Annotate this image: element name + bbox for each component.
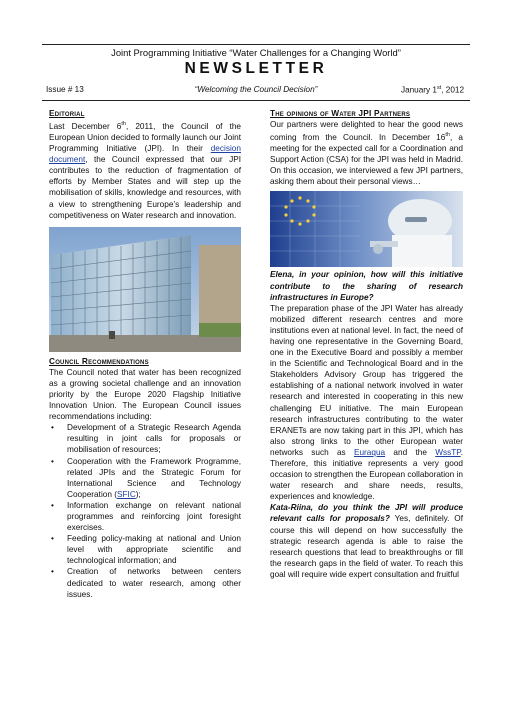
list-item: • Information exchange on relevant national programmes and reinforcing joint foresight exercises. <box>51 500 241 533</box>
opinions-heading: The opinions of Water JPI Partners <box>270 108 411 118</box>
issue-motto: “Welcoming the Council Decision” <box>194 85 318 94</box>
right-column <box>270 108 463 580</box>
wsstp-link[interactable]: WssTP <box>435 447 461 457</box>
kata-riina-interview: Kata-Riina, do you think the JPI will produce relevant calls for proposals? Yes, definitely. Of course this will depend on how successfully the strategic research agenda is able to raise the research questions that lead to breakthroughs or fill the research gaps in the field of water. To reach this goal will require wide expert consultation and fruitful <box>270 503 463 579</box>
euraqua-link[interactable]: Euraqua <box>353 447 386 457</box>
editorial-text: Last December 6th, 2011, the Council of the European Union decided to formally launch our Joint Programming Initiative (JPI). In their decision document, the Council expressed that our JPI contributes to the reduction of fragmentation of efforts by Member States and will step up the mobilisation of skills, knowledge and resources, with a view to strengthening Europe’s leadership and competitiveness on Water research and innovation. <box>49 121 241 220</box>
masthead <box>42 44 470 101</box>
laboratory-photo <box>270 191 463 267</box>
council-intro: The Council noted that water has been recognized as a growing societal challenge and an innovation priority by the Europe 2020 Flagship Initiative Innovation Union. The European Council issues recommendations including: <box>49 367 241 422</box>
recommendations-list <box>49 422 241 600</box>
decision-document-link[interactable]: decision document <box>49 144 241 165</box>
answer-elena: The preparation phase of the JPI Water has already mobilized different research centres and more institutions even at national level. In fact, the need of having one representative in the Governing Board, one in the Executive Board and possibly a member in the Scientific and Technological Board and in the Stakeholders Advisory Group has triggered the establishing of a national network involved in water research and interested in cooperating in this new challenging EU initiative. The main European research infrastructures contributing to the water ERANETs are now taking part in this JPI, which has also strong links to the other European water networks such as Euraqua and the WssTP. Therefore, this initiative represents a very good occasion to strengthen the European collaboration in water research and share needs, results, experiences and knowledge. <box>270 303 463 502</box>
sfic-link[interactable]: SFIC <box>117 489 136 499</box>
question-kata-riina: Kata-Riina, do you think the JPI will produce relevant calls for proposals? <box>270 503 463 524</box>
masthead-subtitle: Joint Programming Initiative “Water Challenges for a Changing World” <box>111 47 401 58</box>
list-item: • Feeding policy-making at national and Union level with appropriate scientific and technological information; and <box>51 534 241 566</box>
list-item: • Creation of networks between centers dedicated to water research, among other issues. <box>51 567 241 599</box>
issue-number: Issue # 13 <box>46 85 84 94</box>
council-building-photo <box>49 227 241 352</box>
question-elena: Elena, in your opinion, how will this initiative contribute to the sharing of research infrastructures in Europe? <box>270 270 463 302</box>
council-recommendations-heading: Council Recommendations <box>49 355 149 366</box>
issue-date: January 1st, 2012 <box>400 85 464 95</box>
opinions-intro: Our partners were delighted to hear the good news coming from the Council. In December 16th, a meeting for the expected call for a Coordination and Support Action (CSA) for the JPI was held in Madrid. On this occasion, we interviewed a few JPI partners, asking them about their personal views… <box>270 120 463 187</box>
masthead-title: NEWSLETTER <box>184 60 328 77</box>
editorial-heading: Editorial <box>49 108 85 118</box>
list-item: • Cooperation with the Framework Programme, related JPIs and the Strategic Forum for International Science and Technology Cooperation (SFIC); <box>51 456 241 499</box>
list-item: • Development of a Strategic Research Agenda resulting in joint calls for proposals or mobilisation of resources; <box>51 423 241 455</box>
left-column <box>49 108 241 600</box>
